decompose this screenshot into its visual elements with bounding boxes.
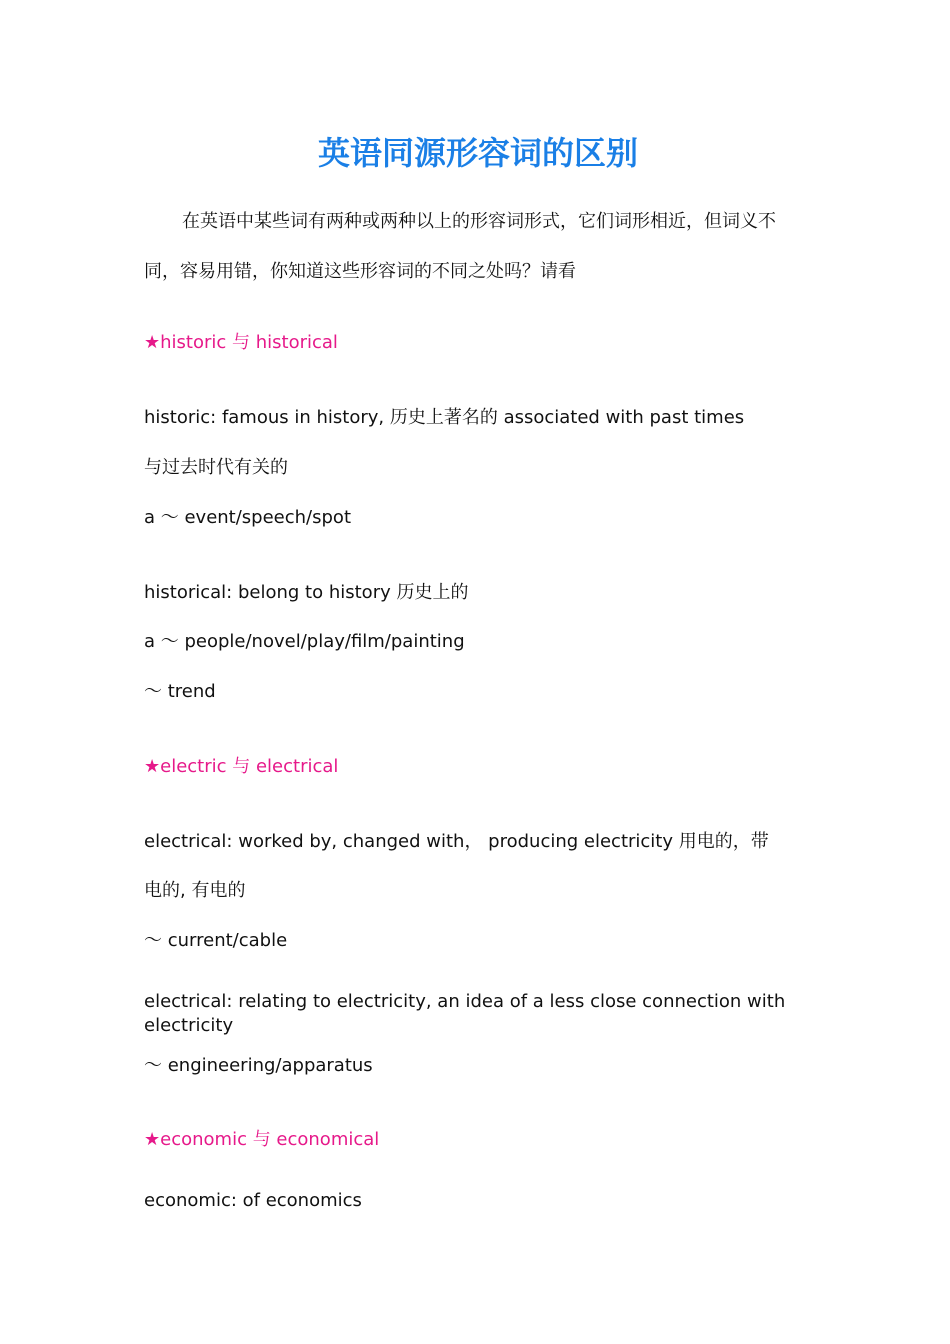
section-heading-economic: ★economic 与 economical [144,1129,380,1150]
definition-line: electrical: relating to electricity, an idea of a less close connection with electricity [144,991,786,1036]
definition-line: electrical: worked by, changed with， producing electricity 用电的，带 [144,831,769,852]
definition-line: historical: belong to history 历史上的 [144,582,469,603]
document-page [144,0,812,1344]
example-line: ～ trend [144,681,216,702]
intro-paragraph-line-1: 在英语中某些词有两种或两种以上的形容词形式，它们词形相近，但词义不 [182,211,776,232]
definition-line: historic: famous in history, 历史上著名的 associated with past times [144,407,745,428]
section-heading-electric: ★electric 与 electrical [144,756,339,777]
example-line: a ～ event/speech/spot [144,507,351,528]
example-line: a ～ people/novel/play/film/painting [144,631,465,652]
example-line: ～ current/cable [144,930,288,951]
document-title: 英语同源形容词的区别 [317,134,638,172]
definition-line: 与过去时代有关的 [144,457,288,478]
definition-line: economic: of economics [144,1190,362,1211]
definition-line: 电的, 有电的 [144,880,246,901]
intro-paragraph-line-2: 同，容易用错，你知道这些形容词的不同之处吗？请看 [144,261,576,282]
example-line: ～ engineering/apparatus [144,1055,373,1076]
section-heading-historic: ★historic 与 historical [144,332,338,353]
